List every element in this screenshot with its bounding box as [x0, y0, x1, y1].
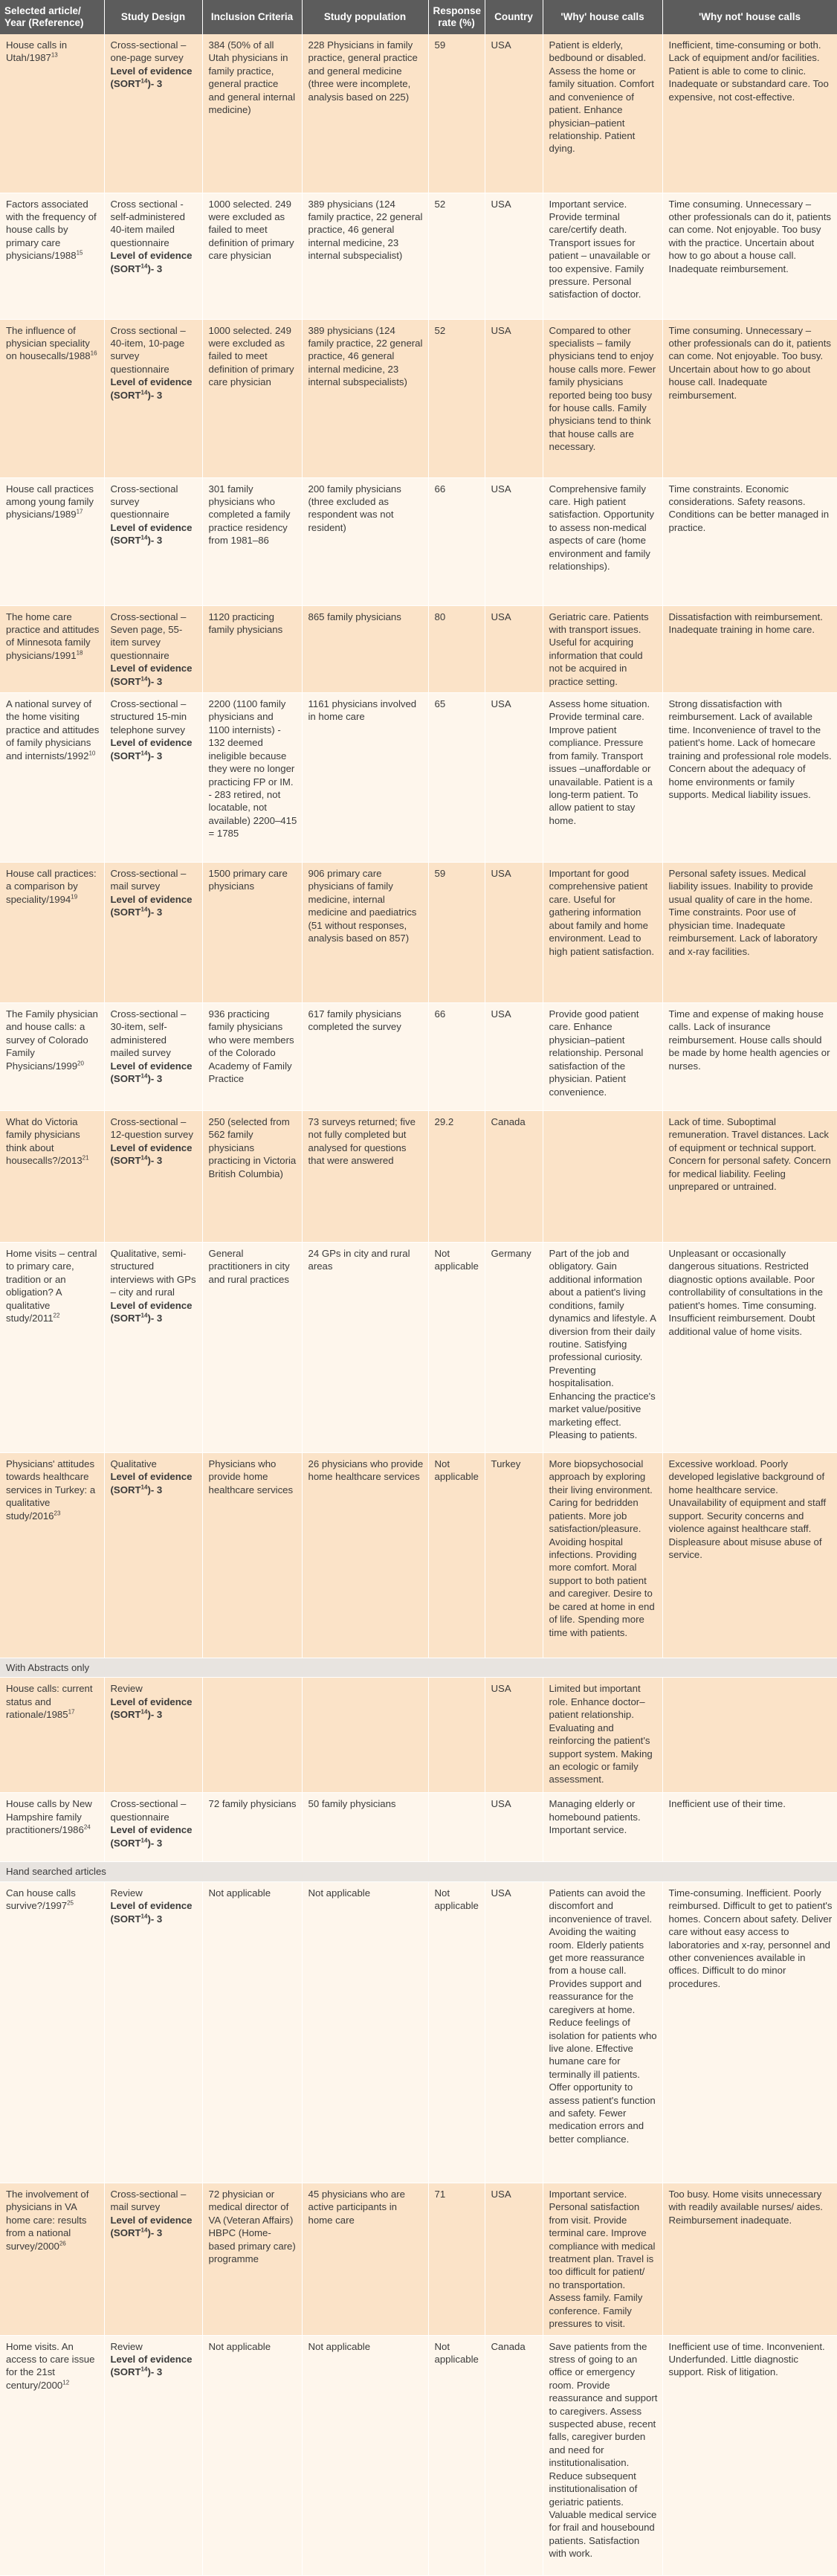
- cell-response-rate: 80: [428, 605, 485, 693]
- table-row: [0, 1111, 837, 1243]
- evidence-ref: 14: [140, 1484, 148, 1491]
- cell-country: USA: [485, 693, 543, 863]
- cell-country: USA: [485, 2183, 543, 2335]
- cell-why-not: Time and expense of making house calls. Lack of insurance reimbursement. House calls should be made by home health agencies or nurses.: [662, 1003, 837, 1111]
- evidence-level: [111, 1470, 198, 1496]
- section-abstracts-only: With Abstracts only: [0, 1658, 837, 1678]
- evidence-ref: 14: [140, 675, 148, 683]
- evidence-ref: 14: [140, 389, 148, 396]
- evidence-ref: 14: [140, 2226, 148, 2234]
- header-why-not: 'Why not' house calls: [662, 0, 837, 34]
- cell-why: Compared to other specialists – family physicians tend to enjoy house calls more. Fewer family physicians reported being too busy for house calls. Family physicians tend to think that house calls are necessary.: [543, 319, 662, 477]
- cell-population: 389 physicians (124 family practice, 22 general practice, 46 general internal medicine, 23 internal subspecialists): [302, 319, 428, 477]
- cell-inclusion: [202, 1678, 302, 1793]
- design-text: Review: [110, 1887, 143, 1899]
- cell-why-not: Personal safety issues. Medical liability issues. Inability to provide usual quality of care in the home. Time constraints. Poor use of physician time. Inadequate reimbursement. Lack of laboratory and x-ray facilities.: [662, 863, 837, 1003]
- evidence-label: Level of evidence (SORT: [110, 376, 193, 401]
- cell-population: 73 surveys returned; five not fully completed but analysed for questions that were answered: [302, 1111, 428, 1243]
- evidence-label: Level of evidence (SORT: [110, 1824, 193, 1849]
- evidence-level: [111, 65, 198, 91]
- cell-response-rate: 52: [428, 319, 485, 477]
- cell-response-rate: 59: [428, 863, 485, 1003]
- cell-article: [0, 1881, 104, 2183]
- article-title: A national survey of the home visiting practice and attitudes of family physicians and internists/1992: [6, 698, 100, 761]
- cell-inclusion: 2200 (1100 family physicians and 1100 internists) - 132 deemed ineligible because they were no longer practicing FP or IM. - 283 retired, not locatable, not available) 2200–415 = 1785: [202, 693, 302, 863]
- cell-response-rate: Not applicable: [428, 1243, 485, 1453]
- table-row: [0, 193, 837, 319]
- evidence-label: Level of evidence (SORT: [110, 1900, 193, 1925]
- evidence-level: [111, 1823, 198, 1849]
- article-title: Home visits. An access to care issue for the 21st century/2000: [6, 2340, 95, 2391]
- cell-article: [0, 193, 104, 319]
- cell-why: Provide good patient care. Enhance physician–patient relationship. Personal satisfaction of the physician. Patient convenience.: [543, 1003, 662, 1111]
- evidence-level: [111, 1142, 198, 1168]
- cell-article: [0, 34, 104, 193]
- evidence-end: )- 3: [147, 78, 163, 90]
- cell-why-not: Time consuming. Unnecessary – other professionals can do it, patients can come. Not enjoyable. Too busy. Uncertain about how to go about house call. Inadequate reimbursement.: [662, 319, 837, 477]
- evidence-label: Level of evidence (SORT: [110, 1060, 193, 1085]
- cell-inclusion: 301 family physicians who completed a family practice residency from 1981–86: [202, 477, 302, 605]
- cell-country: USA: [485, 863, 543, 1003]
- cell-population: 389 physicians (124 family practice, 22 general practice, 46 general internal medicine, 23 internal subspecialist): [302, 193, 428, 319]
- article-ref: 25: [67, 1899, 74, 1907]
- evidence-end: )- 3: [147, 1313, 163, 1324]
- cell-why: Patients can avoid the discomfort and inconvenience of travel. Avoiding the waiting room. Elderly patients get more reassurance from a house call. Provides support and reassurance for the caregivers at home. Reduce feelings of isolation for patients who live alone. Effective humane care for terminally ill patients. Offer opportunity to assess patient's function and safety. Fewer medication errors and better compliance.: [543, 1881, 662, 2183]
- cell-population: 24 GPs in city and rural areas: [302, 1243, 428, 1453]
- cell-why-not: Too busy. Home visits unnecessary with readily available nurses/ aides. Reimbursement inadequate.: [662, 2183, 837, 2335]
- evidence-ref: 14: [140, 2366, 148, 2373]
- table-row: [0, 2335, 837, 2575]
- article-ref: 16: [90, 350, 97, 357]
- section-hand-searched: Hand searched articles: [0, 1862, 837, 1881]
- header-article: Selected article/ Year (Reference): [0, 0, 104, 34]
- evidence-level: [111, 1696, 198, 1722]
- evidence-ref: 14: [140, 750, 148, 757]
- cell-article: [0, 477, 104, 605]
- design-text: Cross sectional – 40-item, 10-page survey questionnaire: [110, 324, 186, 375]
- evidence-ref: 14: [140, 1913, 148, 1920]
- cell-country: USA: [485, 34, 543, 193]
- cell-inclusion: 250 (selected from 562 family physicians practicing in Victoria British Columbia): [202, 1111, 302, 1243]
- cell-inclusion: 1000 selected. 249 were excluded as failed to meet definition of primary care physician: [202, 319, 302, 477]
- article-ref: 15: [76, 249, 83, 257]
- cell-population: Not applicable: [302, 1881, 428, 2183]
- evidence-ref: 14: [140, 1154, 148, 1162]
- evidence-label: Level of evidence (SORT: [110, 250, 193, 274]
- evidence-level: [111, 2214, 198, 2240]
- design-text: Cross-sectional – 30-item, self-administered mailed survey: [110, 1008, 187, 1059]
- cell-country: Canada: [485, 1111, 543, 1243]
- cell-country: USA: [485, 477, 543, 605]
- cell-inclusion: 1000 selected. 249 were excluded as failed to meet definition of primary care physician: [202, 193, 302, 319]
- evidence-level: [111, 249, 198, 275]
- cell-why: Assess home situation. Provide terminal care. Improve patient compliance. Pressure from family. Transport issues –unaffordable or unavailable. Patient is a long-term patient. To allow patient to stay home.: [543, 693, 662, 863]
- design-text: Cross-sectional –mail survey: [110, 2188, 187, 2213]
- evidence-end: )- 3: [147, 389, 163, 401]
- cell-why-not: Time-consuming. Inefficient. Poorly reimbursed. Difficult to get to patient's homes. Concern about safety. Deliver care without easy access to laboratories and x-ray, personnel and other conveniences available in offices. Difficult to do minor procedures.: [662, 1881, 837, 2183]
- cell-why: Managing elderly or homebound patients. Important service.: [543, 1793, 662, 1862]
- cell-article: [0, 693, 104, 863]
- evidence-ref: 14: [140, 1312, 148, 1319]
- evidence-ref: 14: [140, 77, 148, 85]
- header-why: 'Why' house calls: [543, 0, 662, 34]
- cell-design: [104, 863, 202, 1003]
- cell-response-rate: 59: [428, 34, 485, 193]
- cell-response-rate: 29.2: [428, 1111, 485, 1243]
- cell-response-rate: 52: [428, 193, 485, 319]
- evidence-level: [111, 521, 198, 547]
- cell-design: [104, 2183, 202, 2335]
- cell-inclusion: 72 physician or medical director of VA (Veteran Affairs) HBPC (Home-based primary care) programme: [202, 2183, 302, 2335]
- table-row: [0, 319, 837, 477]
- cell-inclusion: 1120 practicing family physicians: [202, 605, 302, 693]
- evidence-label: Level of evidence (SORT: [110, 2353, 193, 2378]
- cell-why: Patient is elderly, bedbound or disabled. Assess the home or family situation. Comfort and convenience of patient. Enhance physician–patient relationship. Patient dying.: [543, 34, 662, 193]
- article-title: House call practices: a comparison by speciality/1994: [6, 868, 97, 905]
- cell-design: [104, 2335, 202, 2575]
- cell-why: Comprehensive family care. High patient satisfaction. Opportunity to assess non-medical aspects of care (home environment and family relationships).: [543, 477, 662, 605]
- evidence-level: [111, 376, 198, 402]
- cell-why-not: Inefficient, time-consuming or both. Lack of equipment and/or facilities. Patient is able to come to clinic. Inadequate or substandard care. Too expensive, not cost-effective.: [662, 34, 837, 193]
- article-title: The Family physician and house calls: a survey of Colorado Family Physicians/1999: [6, 1008, 98, 1072]
- article-ref: 24: [83, 1823, 91, 1831]
- evidence-label: Level of evidence (SORT: [110, 1299, 193, 1324]
- article-title: The home care practice and attitudes of Minnesota family physicians/1991: [6, 611, 100, 661]
- table-row: [0, 1243, 837, 1453]
- article-title: Can house calls survive?/1997: [6, 1887, 76, 1912]
- cell-country: USA: [485, 193, 543, 319]
- cell-design: [104, 1453, 202, 1658]
- evidence-label: Level of evidence (SORT: [110, 1142, 193, 1167]
- cell-country: USA: [485, 1881, 543, 2183]
- cell-inclusion: General practitioners in city and rural practices: [202, 1243, 302, 1453]
- evidence-end: )- 3: [147, 750, 163, 761]
- cell-design: [104, 1881, 202, 2183]
- article-title: The influence of physician speciality on housecalls/1988: [6, 324, 91, 362]
- evidence-end: )- 3: [147, 1073, 163, 1085]
- evidence-level: [111, 1299, 198, 1325]
- cell-article: [0, 1243, 104, 1453]
- cell-design: [104, 605, 202, 693]
- evidence-ref: 14: [140, 906, 148, 913]
- cell-inclusion: Not applicable: [202, 1881, 302, 2183]
- cell-response-rate: Not applicable: [428, 1453, 485, 1658]
- design-text: Review: [110, 1683, 143, 1695]
- cell-response-rate: 65: [428, 693, 485, 863]
- table-row: [0, 2183, 837, 2335]
- cell-why: Important service. Personal satisfaction from visit. Provide terminal care. Improve compliance with medical treatment plan. Travel is too difficult for patient/ no transportation. Assess family. Family conference. Family pressures to visit.: [543, 2183, 662, 2335]
- cell-why-not: Lack of time. Suboptimal remuneration. Travel distances. Lack of equipment or technical support. Concern for personal safety. Concern for medical liability. Feeling unprepared or untrained.: [662, 1111, 837, 1243]
- header-country: Country: [485, 0, 543, 34]
- cell-article: [0, 1111, 104, 1243]
- cell-why-not: Inefficient use of time. Inconvenient. Underfunded. Little diagnostic support. Risk of litigation.: [662, 2335, 837, 2575]
- article-ref: 26: [59, 2240, 66, 2247]
- evidence-label: Level of evidence (SORT: [110, 663, 193, 687]
- cell-population: 865 family physicians: [302, 605, 428, 693]
- evidence-label: Level of evidence (SORT: [110, 65, 193, 90]
- evidence-end: )- 3: [147, 263, 163, 274]
- article-ref: 12: [62, 2379, 70, 2386]
- cell-response-rate: 66: [428, 477, 485, 605]
- cell-design: [104, 319, 202, 477]
- cell-design: [104, 477, 202, 605]
- evidence-end: )- 3: [147, 1837, 163, 1849]
- header-row: [0, 0, 837, 34]
- table-row: [0, 1793, 837, 1862]
- cell-design: [104, 1003, 202, 1111]
- design-text: Cross-sectional – 12-question survey: [110, 1116, 193, 1141]
- evidence-end: )- 3: [147, 907, 163, 918]
- article-ref: 22: [53, 1312, 60, 1319]
- cell-why: More biopsychosocial approach by exploring their living environment. Caring for bedridden patients. More job satisfaction/pleasure. Avoiding hospital infections. Providing more comfort. Moral support to both patient and caregiver. Desire to be cared at home in end of life. Spending more time with patients.: [543, 1453, 662, 1658]
- article-title: House call practices among young family physicians/1989: [6, 483, 94, 521]
- article-ref: 17: [76, 508, 83, 515]
- cell-design: [104, 1243, 202, 1453]
- cell-why-not: Strong dissatisfaction with reimbursement. Lack of available time. Inconvenience of travel to the patient's home. Lack of homecare training and professional role models. Concern about the adequacy of home environments or family supports. Medical liability issues.: [662, 693, 837, 863]
- header-response-rate: Response rate (%): [428, 0, 485, 34]
- evidence-label: Level of evidence (SORT: [110, 521, 193, 547]
- article-title: House calls: current status and rationale/1985: [6, 1683, 93, 1721]
- cell-design: [104, 1678, 202, 1793]
- cell-why-not: Excessive workload. Poorly developed legislative background of home healthcare service. Unavailability of equipment and staff support. Security concerns and violence against healthcare staff. Displeasure about misuse abuse of service.: [662, 1453, 837, 1658]
- header-population: Study population: [302, 0, 428, 34]
- table-row: [0, 1453, 837, 1658]
- cell-response-rate: [428, 1678, 485, 1793]
- cell-article: [0, 1003, 104, 1111]
- cell-response-rate: 71: [428, 2183, 485, 2335]
- evidence-end: )- 3: [147, 675, 163, 687]
- section-row: [0, 1862, 837, 1881]
- article-title: Home visits – central to primary care, tradition or an obligation? A qualitative study/2011: [6, 1248, 97, 1324]
- cell-design: [104, 693, 202, 863]
- cell-why: [543, 1111, 662, 1243]
- cell-why: Save patients from the stress of going to an office or emergency room. Provide reassurance and support to caregivers. Assess suspected abuse, recent falls, caregiver burden and need for institutionalisation. Reduce subsequent institutionalisation of geriatric patients. Valuable medical service for frail and housebound patients. Satisfaction with work.: [543, 2335, 662, 2575]
- cell-population: 45 physicians who are active participants in home care: [302, 2183, 428, 2335]
- article-title: House calls in Utah/1987: [6, 39, 68, 64]
- cell-inclusion: 384 (50% of all Utah physicians in family practice, general practice and general internal medicine): [202, 34, 302, 193]
- evidence-label: Level of evidence (SORT: [110, 737, 193, 761]
- cell-population: 1161 physicians involved in home care: [302, 693, 428, 863]
- cell-article: [0, 2335, 104, 2575]
- cell-population: 906 primary care physicians of family medicine, internal medicine and paediatrics (51 without responses, analysis based on 857): [302, 863, 428, 1003]
- evidence-label: Level of evidence (SORT: [110, 1471, 193, 1495]
- cell-design: [104, 34, 202, 193]
- article-title: Physicians' attitudes towards healthcare services in Turkey: a qualitative study/2016: [6, 1458, 96, 1522]
- article-ref: 23: [54, 1510, 61, 1517]
- cell-response-rate: 66: [428, 1003, 485, 1111]
- cell-inclusion: Physicians who provide home healthcare services: [202, 1453, 302, 1658]
- article-title: House calls by New Hampshire family practitioners/1986: [6, 1798, 92, 1836]
- cell-article: [0, 605, 104, 693]
- cell-country: USA: [485, 1793, 543, 1862]
- cell-design: [104, 1111, 202, 1243]
- cell-response-rate: [428, 1793, 485, 1862]
- article-ref: 18: [76, 649, 83, 657]
- cell-design: [104, 193, 202, 319]
- section-row: [0, 1658, 837, 1678]
- design-text: Review: [110, 2340, 143, 2352]
- evidence-level: [111, 662, 198, 688]
- evidence-ref: 14: [140, 263, 148, 270]
- cell-population: 617 family physicians completed the survey: [302, 1003, 428, 1111]
- evidence-ref: 14: [140, 1072, 148, 1080]
- evidence-level: [111, 2353, 198, 2379]
- cell-population: [302, 1678, 428, 1793]
- design-text: Qualitative, semi-structured interviews with GPs – city and rural: [110, 1248, 196, 1298]
- table-row: [0, 1003, 837, 1111]
- evidence-label: Level of evidence (SORT: [110, 1696, 193, 1721]
- cell-article: [0, 1678, 104, 1793]
- cell-inclusion: Not applicable: [202, 2335, 302, 2575]
- cell-why: Important for good comprehensive patient care. Useful for gathering information about family and home environment. Lead to high patient satisfaction.: [543, 863, 662, 1003]
- cell-inclusion: 936 practicing family physicians who were members of the Colorado Academy of Family Practice: [202, 1003, 302, 1111]
- article-ref: 17: [68, 1708, 75, 1716]
- header-inclusion: Inclusion Criteria: [202, 0, 302, 34]
- article-title: Factors associated with the frequency of house calls by primary care physicians/1988: [6, 198, 97, 262]
- cell-inclusion: 72 family physicians: [202, 1793, 302, 1862]
- article-title: What do Victoria family physicians think about housecalls?/2013: [6, 1116, 83, 1167]
- design-text: Qualitative: [110, 1458, 157, 1470]
- cell-article: [0, 1453, 104, 1658]
- cell-article: [0, 1793, 104, 1862]
- table-row: [0, 605, 837, 693]
- cell-country: Germany: [485, 1243, 543, 1453]
- cell-article: [0, 319, 104, 477]
- cell-population: 50 family physicians: [302, 1793, 428, 1862]
- cell-country: USA: [485, 319, 543, 477]
- evidence-end: )- 3: [147, 1709, 163, 1721]
- cell-population: 228 Physicians in family practice, general practice and general medicine (three were incomplete, analysis based on 225): [302, 34, 428, 193]
- cell-why-not: Time constraints. Economic considerations. Safety reasons. Conditions can be better managed in practice.: [662, 477, 837, 605]
- design-text: Cross-sectional – structured 15-min telephone survey: [110, 698, 187, 735]
- cell-design: [104, 1793, 202, 1862]
- cell-article: [0, 863, 104, 1003]
- cell-country: USA: [485, 605, 543, 693]
- design-text: Cross sectional - self-administered 40-item mailed questionnaire: [110, 198, 185, 248]
- evidence-ref: 14: [140, 1837, 148, 1844]
- article-ref: 19: [71, 893, 78, 901]
- article-title: The involvement of physicians in VA home care: results from a national survey/2000: [6, 2188, 89, 2252]
- cell-country: Canada: [485, 2335, 543, 2575]
- table-row: [0, 477, 837, 605]
- article-ref: 21: [82, 1154, 89, 1162]
- design-text: Cross-sectional – mail survey: [110, 868, 187, 892]
- evidence-end: )- 3: [147, 2366, 163, 2378]
- evidence-end: )- 3: [147, 1484, 163, 1495]
- cell-why-not: Time consuming. Unnecessary – other professionals can do it, patients can come. Not enjoyable. Too busy with the practice. Uncertain about how to go about a house call. Inadequate reimbursement.: [662, 193, 837, 319]
- cell-inclusion: 1500 primary care physicians: [202, 863, 302, 1003]
- cell-response-rate: Not applicable: [428, 1881, 485, 2183]
- evidence-level: [111, 736, 198, 762]
- cell-why: Geriatric care. Patients with transport issues. Useful for acquiring information that could not be acquired in practice setting.: [543, 605, 662, 693]
- cell-country: USA: [485, 1003, 543, 1111]
- article-ref: 20: [77, 1060, 84, 1067]
- evidence-level: [111, 893, 198, 919]
- table-row: [0, 1881, 837, 2183]
- evidence-ref: 14: [140, 534, 148, 541]
- design-text: Cross-sectional –one-page survey: [110, 39, 187, 64]
- evidence-label: Level of evidence (SORT: [110, 2214, 193, 2239]
- evidence-level: [111, 1899, 198, 1925]
- table-row: [0, 34, 837, 193]
- evidence-end: )- 3: [147, 535, 163, 547]
- header-design: Study Design: [104, 0, 202, 34]
- cell-why-not: Dissatisfaction with reimbursement. Inadequate training in home care.: [662, 605, 837, 693]
- cell-population: 26 physicians who provide home healthcare services: [302, 1453, 428, 1658]
- design-text: Cross-sectional – Seven page, 55-item survey questionnaire: [110, 611, 187, 661]
- article-ref: 13: [51, 52, 58, 59]
- cell-why: Important service. Provide terminal care/certify death. Transport issues for patient – unavailable or too expensive. Family pressure. Personal satisfaction of doctor.: [543, 193, 662, 319]
- design-text: Cross-sectional – questionnaire: [110, 1798, 187, 1823]
- cell-why-not: [662, 1678, 837, 1793]
- table-row: [0, 863, 837, 1003]
- evidence-end: )- 3: [147, 2227, 163, 2239]
- article-ref: 10: [88, 750, 96, 757]
- evidence-end: )- 3: [147, 1155, 163, 1167]
- evidence-label: Level of evidence (SORT: [110, 893, 193, 918]
- cell-why-not: Inefficient use of their time.: [662, 1793, 837, 1862]
- table-row: [0, 693, 837, 863]
- evidence-end: )- 3: [147, 1913, 163, 1925]
- table-row: [0, 1678, 837, 1793]
- cell-population: Not applicable: [302, 2335, 428, 2575]
- cell-why: Limited but important role. Enhance doctor–patient relationship. Evaluating and reinforcing the patient's support system. Making an ecologic or family assessment.: [543, 1678, 662, 1793]
- cell-why-not: Unpleasant or occasionally dangerous situations. Restricted diagnostic options available. Poor controllability of consultations in the patient's homes. Time consuming. Insufficient reimbursement. Doubt additional value of home visits.: [662, 1243, 837, 1453]
- cell-country: Turkey: [485, 1453, 543, 1658]
- cell-why: Part of the job and obligatory. Gain additional information about a patient's living conditions, family dynamics and lifestyle. A diversion from their daily routine. Satisfying professional curiosity. Preventing hospitalisation. Enhancing the practice's market value/positive marketing effect. Pleasing to patients.: [543, 1243, 662, 1453]
- cell-article: [0, 2183, 104, 2335]
- design-text: Cross-sectional survey questionnaire: [110, 483, 178, 521]
- evidence-ref: 14: [140, 1708, 148, 1716]
- cell-population: 200 family physicians (three excluded as respondent was not resident): [302, 477, 428, 605]
- evidence-level: [111, 1060, 198, 1086]
- cell-response-rate: Not applicable: [428, 2335, 485, 2575]
- cell-country: USA: [485, 1678, 543, 1793]
